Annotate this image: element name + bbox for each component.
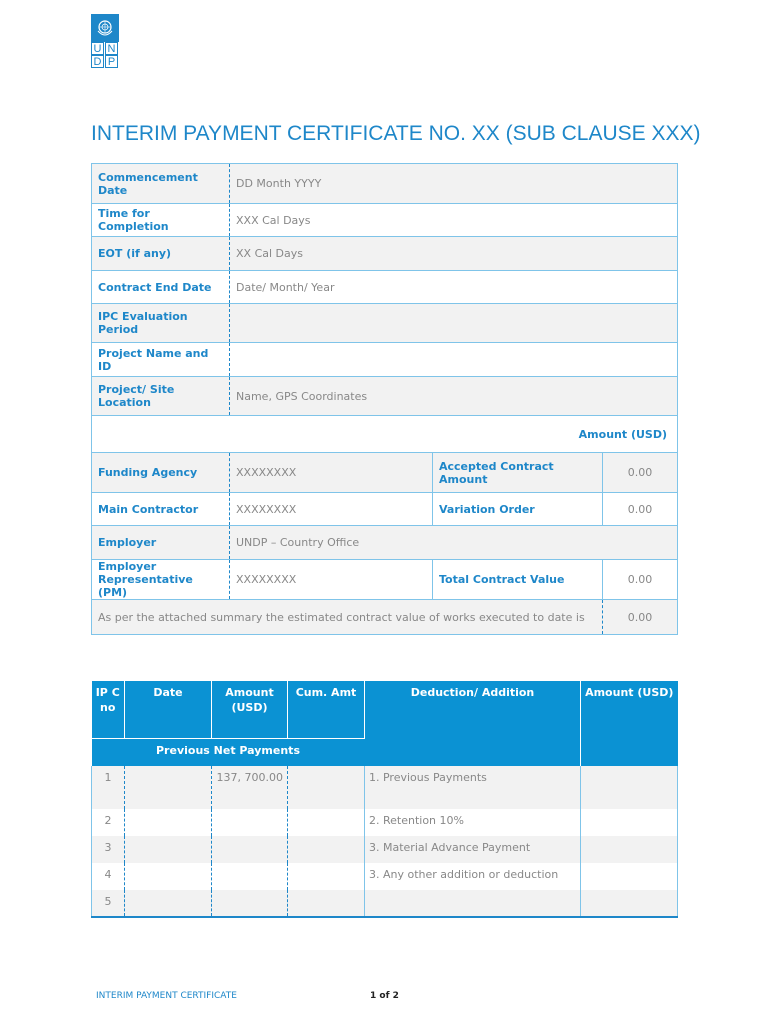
header-row xyxy=(92,681,678,738)
field-label: Employer Representative (PM) xyxy=(92,560,230,600)
amount-value[interactable]: 0.00 xyxy=(603,560,678,600)
field-label: Accepted Contract Amount xyxy=(433,453,603,493)
table-row xyxy=(92,890,678,917)
previous-net-payments-header: Previous Net Payments xyxy=(92,738,365,766)
deduction-cell: 2. Retention 10% xyxy=(365,809,581,836)
cum-amount-cell[interactable] xyxy=(288,766,365,809)
field-label: Employer xyxy=(92,526,230,560)
info-row xyxy=(92,343,678,377)
info-row xyxy=(92,304,678,343)
col-header-amount-usd: Amount (USD) xyxy=(581,681,678,766)
amount-cell[interactable] xyxy=(212,890,288,917)
logo-letter: P xyxy=(105,55,118,68)
info-row xyxy=(92,377,678,416)
amount-cell[interactable] xyxy=(212,863,288,890)
employer-row xyxy=(92,526,678,560)
info-row xyxy=(92,164,678,204)
col-header-amount: Amount (USD) xyxy=(212,681,288,738)
logo-letter: D xyxy=(91,55,104,68)
date-cell[interactable] xyxy=(125,809,212,836)
table-row xyxy=(92,809,678,836)
field-label: Main Contractor xyxy=(92,493,230,526)
info-row xyxy=(92,237,678,271)
ipc-number: 2 xyxy=(92,809,125,836)
field-label: Funding Agency xyxy=(92,453,230,493)
ipc-number: 3 xyxy=(92,836,125,863)
table-row xyxy=(92,766,678,809)
date-cell[interactable] xyxy=(125,766,212,809)
deduction-amount-cell[interactable] xyxy=(581,863,678,890)
col-header-ipc: IP C no xyxy=(92,681,125,738)
amount-header: Amount (USD) xyxy=(92,416,678,453)
field-value[interactable]: Date/ Month/ Year xyxy=(230,271,678,304)
cum-amount-cell[interactable] xyxy=(288,809,365,836)
deduction-cell: 3. Material Advance Payment xyxy=(365,836,581,863)
field-value[interactable] xyxy=(230,343,678,377)
col-header-cum: Cum. Amt xyxy=(288,681,365,738)
cum-amount-cell[interactable] xyxy=(288,890,365,917)
cum-amount-cell[interactable] xyxy=(288,863,365,890)
un-emblem-icon xyxy=(91,14,119,42)
col-header-date: Date xyxy=(125,681,212,738)
contract-info-table xyxy=(91,163,678,635)
cum-amount-cell[interactable] xyxy=(288,836,365,863)
field-label: Project/ Site Location xyxy=(92,377,230,416)
field-label: Commencement Date xyxy=(92,164,230,204)
field-value[interactable]: XXXXXXXX xyxy=(230,493,433,526)
deduction-amount-cell[interactable] xyxy=(581,766,678,809)
contract-row xyxy=(92,453,678,493)
field-label: Project Name and ID xyxy=(92,343,230,377)
page-title: INTERIM PAYMENT CERTIFICATE NO. XX (SUB CLAUSE XXX) xyxy=(91,122,701,145)
logo-letter: U xyxy=(91,42,104,55)
info-row xyxy=(92,204,678,237)
field-label: IPC Evaluation Period xyxy=(92,304,230,343)
field-value[interactable]: Name, GPS Coordinates xyxy=(230,377,678,416)
summary-row xyxy=(92,600,678,635)
summary-text: As per the attached summary the estimated contract value of works executed to date is xyxy=(92,600,603,635)
field-label: Total Contract Value xyxy=(433,560,603,600)
amount-header-row xyxy=(92,416,678,453)
amount-cell[interactable] xyxy=(212,836,288,863)
deduction-amount-cell[interactable] xyxy=(581,809,678,836)
date-cell[interactable] xyxy=(125,890,212,917)
deduction-cell: 3. Any other addition or deduction xyxy=(365,863,581,890)
field-value[interactable]: XXX Cal Days xyxy=(230,204,678,237)
deduction-amount-cell[interactable] xyxy=(581,890,678,917)
field-value[interactable]: XX Cal Days xyxy=(230,237,678,271)
employer-rep-row xyxy=(92,560,678,600)
amount-cell[interactable]: 137, 700.00 xyxy=(212,766,288,809)
date-cell[interactable] xyxy=(125,836,212,863)
ipc-number: 5 xyxy=(92,890,125,917)
amount-value[interactable]: 0.00 xyxy=(603,600,678,635)
field-value[interactable] xyxy=(230,304,678,343)
table-row xyxy=(92,836,678,863)
field-label: Time for Completion xyxy=(92,204,230,237)
field-label: EOT (if any) xyxy=(92,237,230,271)
payments-table xyxy=(91,681,678,918)
ipc-number: 4 xyxy=(92,863,125,890)
table-row xyxy=(92,863,678,890)
field-value[interactable]: DD Month YYYY xyxy=(230,164,678,204)
amount-cell[interactable] xyxy=(212,809,288,836)
ipc-number: 1 xyxy=(92,766,125,809)
amount-value[interactable]: 0.00 xyxy=(603,493,678,526)
field-label: Contract End Date xyxy=(92,271,230,304)
deduction-cell xyxy=(365,890,581,917)
amount-value[interactable]: 0.00 xyxy=(603,453,678,493)
undp-logo xyxy=(91,14,119,68)
deduction-cell: 1. Previous Payments xyxy=(365,766,581,809)
field-value[interactable]: XXXXXXXX xyxy=(230,453,433,493)
footer-page-number: 1 of 2 xyxy=(370,991,399,1001)
field-value[interactable]: UNDP – Country Office xyxy=(230,526,678,560)
footer-document-name: INTERIM PAYMENT CERTIFICATE xyxy=(96,991,237,1001)
date-cell[interactable] xyxy=(125,863,212,890)
field-value[interactable]: XXXXXXXX xyxy=(230,560,433,600)
deduction-amount-cell[interactable] xyxy=(581,836,678,863)
info-row xyxy=(92,271,678,304)
field-label: Variation Order xyxy=(433,493,603,526)
contract-row xyxy=(92,493,678,526)
col-header-deduction: Deduction/ Addition xyxy=(365,681,581,766)
logo-letter: N xyxy=(105,42,118,55)
